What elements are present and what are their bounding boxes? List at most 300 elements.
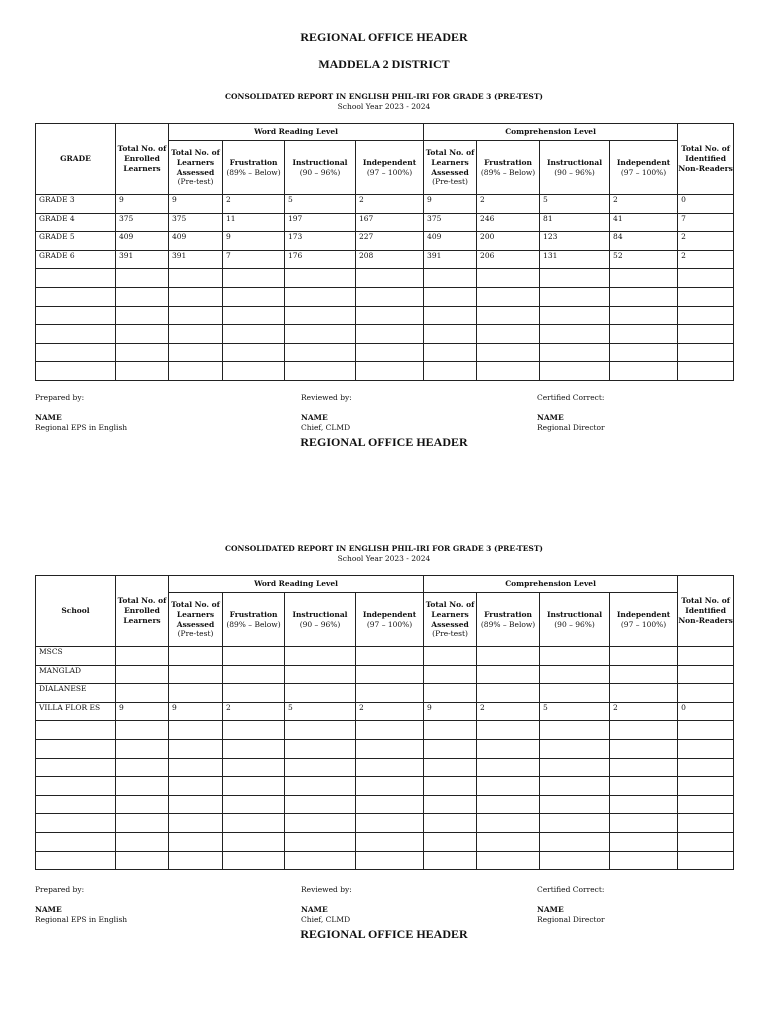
table-cell: 409 — [116, 232, 169, 251]
table-cell — [610, 269, 678, 288]
table-cell — [610, 758, 678, 777]
table-cell — [223, 814, 285, 833]
table-cell: 2 — [477, 195, 540, 214]
col-header-frustration: Frustration (89% – Below) — [477, 141, 540, 195]
col-header-assessed: Total No. of Learners Assessed (Pre-test) — [424, 141, 477, 195]
table-cell: 2 — [223, 702, 285, 721]
table-cell: 5 — [285, 195, 356, 214]
col-header-non-readers: Total No. of Identified Non-Readers — [678, 576, 734, 647]
table-cell — [116, 362, 169, 381]
certified-label: Certified Correct: — [537, 885, 605, 894]
certified-block — [537, 885, 605, 925]
table-cell — [424, 684, 477, 703]
table-cell — [169, 795, 223, 814]
row-label-cell — [36, 739, 116, 758]
table-cell — [678, 269, 734, 288]
table-cell — [477, 269, 540, 288]
col-header-comprehension: Comprehension Level — [424, 124, 678, 141]
table-cell — [610, 343, 678, 362]
table-cell — [169, 647, 223, 666]
office-header: REGIONAL OFFICE HEADER — [300, 30, 468, 44]
table-cell — [424, 343, 477, 362]
table-cell — [477, 721, 540, 740]
table-cell — [169, 684, 223, 703]
table-cell: 208 — [356, 250, 424, 269]
table-cell — [116, 343, 169, 362]
table-row — [36, 758, 734, 777]
report-table-grades — [35, 123, 734, 381]
table-cell: 197 — [285, 213, 356, 232]
table-cell — [285, 814, 356, 833]
table-cell — [610, 684, 678, 703]
row-label-cell: MSCS — [36, 647, 116, 666]
table-row — [36, 702, 734, 721]
table-row — [36, 250, 734, 269]
table-cell: 2 — [610, 195, 678, 214]
reviewed-label: Reviewed by: — [301, 885, 352, 894]
row-label-cell: GRADE 4 — [36, 213, 116, 232]
table-cell: 375 — [116, 213, 169, 232]
row-label-cell: VILLA FLOR ES — [36, 702, 116, 721]
row-label-cell — [36, 306, 116, 325]
table-cell — [678, 758, 734, 777]
table-cell — [424, 851, 477, 870]
table-cell: 227 — [356, 232, 424, 251]
table-cell: 9 — [169, 702, 223, 721]
table-cell — [169, 758, 223, 777]
report-title: CONSOLIDATED REPORT IN ENGLISH PHIL-IRI FOR GRADE 3 (PRE-TEST) — [225, 92, 543, 101]
table-row — [36, 343, 734, 362]
table-cell — [356, 721, 424, 740]
table-cell: 2 — [356, 195, 424, 214]
prepared-by-block — [35, 885, 127, 925]
table-cell — [540, 684, 610, 703]
table-cell: 176 — [285, 250, 356, 269]
table-cell — [424, 665, 477, 684]
school-year: School Year 2023 - 2024 — [337, 554, 431, 563]
table-row — [36, 213, 734, 232]
table-cell — [116, 306, 169, 325]
table-cell — [356, 777, 424, 796]
table-cell — [610, 814, 678, 833]
table-cell — [356, 684, 424, 703]
report-table-schools — [35, 575, 734, 870]
table-cell — [424, 777, 477, 796]
table-cell: 375 — [169, 213, 223, 232]
table-cell — [223, 851, 285, 870]
table-cell — [169, 343, 223, 362]
table-cell: 7 — [223, 250, 285, 269]
table-cell — [424, 362, 477, 381]
table-cell — [116, 684, 169, 703]
prepared-name: NAME — [35, 413, 62, 422]
table-cell — [477, 343, 540, 362]
table-cell — [678, 739, 734, 758]
table-cell: 0 — [678, 195, 734, 214]
table-row — [36, 795, 734, 814]
table-cell: 200 — [477, 232, 540, 251]
table-cell — [169, 306, 223, 325]
table-cell — [223, 777, 285, 796]
table-cell: 173 — [285, 232, 356, 251]
table-cell — [678, 684, 734, 703]
row-label-cell: GRADE 3 — [36, 195, 116, 214]
table-cell: 9 — [424, 195, 477, 214]
table-row — [36, 814, 734, 833]
row-label-cell: DIALANESE — [36, 684, 116, 703]
table-row — [36, 287, 734, 306]
prepared-by-block — [35, 393, 127, 433]
table-cell: 5 — [540, 195, 610, 214]
row-label-cell — [36, 362, 116, 381]
table-cell — [356, 306, 424, 325]
table-cell — [223, 647, 285, 666]
table-cell — [477, 665, 540, 684]
table-cell — [169, 665, 223, 684]
table-cell — [424, 721, 477, 740]
col-header-independent: Independent (97 – 100%) — [356, 141, 424, 195]
certified-title: Regional Director — [537, 915, 605, 924]
row-label-cell — [36, 343, 116, 362]
table-cell — [424, 325, 477, 344]
table-cell: 2 — [610, 702, 678, 721]
table-cell — [540, 325, 610, 344]
table-cell — [223, 795, 285, 814]
table-cell — [678, 721, 734, 740]
table-cell — [678, 343, 734, 362]
col-header-instructional: Instructional (90 – 96%) — [285, 141, 356, 195]
table-cell: 52 — [610, 250, 678, 269]
col-header-instructional: Instructional (90 – 96%) — [285, 593, 356, 647]
table-cell: 41 — [610, 213, 678, 232]
table-cell — [540, 795, 610, 814]
table-cell — [356, 851, 424, 870]
table-cell — [285, 343, 356, 362]
table-cell — [477, 814, 540, 833]
table-cell — [285, 777, 356, 796]
table-cell — [285, 362, 356, 381]
table-cell — [285, 739, 356, 758]
table-cell — [610, 832, 678, 851]
table-row — [36, 269, 734, 288]
table-cell — [678, 362, 734, 381]
table-cell — [477, 287, 540, 306]
table-cell — [356, 665, 424, 684]
table-cell — [424, 287, 477, 306]
table-cell — [610, 647, 678, 666]
table-row — [36, 647, 734, 666]
certified-label: Certified Correct: — [537, 393, 605, 402]
row-label-cell — [36, 832, 116, 851]
table-cell: 9 — [169, 195, 223, 214]
col-header-independent: Independent (97 – 100%) — [610, 141, 678, 195]
table-cell — [356, 325, 424, 344]
table-cell — [285, 269, 356, 288]
table-cell — [169, 739, 223, 758]
col-header-non-readers: Total No. of Identified Non-Readers — [678, 124, 734, 195]
table-row — [36, 362, 734, 381]
row-label-cell — [36, 851, 116, 870]
table-cell: 11 — [223, 213, 285, 232]
table-cell — [169, 287, 223, 306]
table-cell — [169, 362, 223, 381]
table-cell: 9 — [116, 702, 169, 721]
table-cell — [223, 684, 285, 703]
table-cell — [477, 795, 540, 814]
report-title: CONSOLIDATED REPORT IN ENGLISH PHIL-IRI FOR GRADE 3 (PRE-TEST) — [225, 544, 543, 553]
col-header-frustration: Frustration (89% – Below) — [223, 593, 285, 647]
col-header-comprehension: Comprehension Level — [424, 576, 678, 593]
table-cell — [116, 269, 169, 288]
table-cell: 123 — [540, 232, 610, 251]
row-label-cell: GRADE 5 — [36, 232, 116, 251]
table-row — [36, 721, 734, 740]
table-cell — [356, 795, 424, 814]
table-cell — [169, 325, 223, 344]
reviewed-by-block — [301, 885, 352, 925]
col-header-frustration: Frustration (89% – Below) — [477, 593, 540, 647]
col-header-word-reading: Word Reading Level — [169, 124, 424, 141]
table-cell: 391 — [424, 250, 477, 269]
row-label-cell: MANGLAD — [36, 665, 116, 684]
row-label-cell: GRADE 6 — [36, 250, 116, 269]
table-cell: 2 — [678, 232, 734, 251]
table-cell — [678, 325, 734, 344]
table-cell — [356, 269, 424, 288]
table-cell — [540, 777, 610, 796]
table-cell — [116, 721, 169, 740]
reviewed-by-block — [301, 393, 352, 433]
row-label-cell — [36, 758, 116, 777]
table-cell — [424, 647, 477, 666]
table-cell — [356, 814, 424, 833]
prepared-label: Prepared by: — [35, 393, 85, 402]
col-header-instructional: Instructional (90 – 96%) — [540, 593, 610, 647]
table-cell — [540, 343, 610, 362]
reviewed-title: Chief, CLMD — [301, 423, 351, 432]
table-cell: 9 — [116, 195, 169, 214]
table-cell — [223, 721, 285, 740]
table-cell: 391 — [169, 250, 223, 269]
table-cell — [477, 306, 540, 325]
table-cell — [678, 306, 734, 325]
table-row — [36, 665, 734, 684]
table-cell — [477, 851, 540, 870]
col-header-instructional: Instructional (90 – 96%) — [540, 141, 610, 195]
table-cell — [540, 306, 610, 325]
table-cell — [678, 287, 734, 306]
col-header-first: School — [36, 576, 116, 647]
prepared-name: NAME — [35, 905, 62, 914]
table-cell — [116, 814, 169, 833]
table-cell — [540, 814, 610, 833]
certified-title: Regional Director — [537, 423, 605, 432]
table-cell — [424, 832, 477, 851]
prepared-title: Regional EPS in English — [35, 915, 128, 924]
row-label-cell — [36, 814, 116, 833]
table-cell — [169, 851, 223, 870]
table-row — [36, 851, 734, 870]
table-cell: 409 — [169, 232, 223, 251]
table-cell — [477, 777, 540, 796]
table-cell — [540, 721, 610, 740]
table-cell — [424, 306, 477, 325]
table-cell — [678, 851, 734, 870]
table-cell: 409 — [424, 232, 477, 251]
table-cell — [285, 647, 356, 666]
table-cell: 5 — [285, 702, 356, 721]
col-header-enrolled: Total No. of Enrolled Learners — [116, 124, 169, 195]
table-cell — [678, 777, 734, 796]
table-cell — [116, 851, 169, 870]
table-cell — [356, 287, 424, 306]
table-cell — [540, 647, 610, 666]
table-cell — [678, 665, 734, 684]
table-cell — [285, 832, 356, 851]
table-cell — [424, 814, 477, 833]
table-cell — [540, 758, 610, 777]
table-cell — [116, 325, 169, 344]
table-cell — [540, 362, 610, 381]
table-cell — [169, 777, 223, 796]
table-cell — [477, 362, 540, 381]
table-cell — [356, 647, 424, 666]
prepared-label: Prepared by: — [35, 885, 85, 894]
table-cell: 7 — [678, 213, 734, 232]
table-cell: 9 — [223, 232, 285, 251]
table-cell: 2 — [477, 702, 540, 721]
table-cell — [610, 325, 678, 344]
table-cell — [477, 832, 540, 851]
footer-office-header: REGIONAL OFFICE HEADER — [300, 435, 468, 449]
table-cell — [223, 343, 285, 362]
table-cell — [477, 325, 540, 344]
table-cell: 81 — [540, 213, 610, 232]
table-cell — [116, 777, 169, 796]
reviewed-title: Chief, CLMD — [301, 915, 351, 924]
table-cell — [116, 647, 169, 666]
col-header-independent: Independent (97 – 100%) — [610, 593, 678, 647]
table-cell — [356, 758, 424, 777]
table-cell — [610, 721, 678, 740]
table-cell: 84 — [610, 232, 678, 251]
table-cell: 2 — [356, 702, 424, 721]
certified-name: NAME — [537, 905, 564, 914]
table-cell: 375 — [424, 213, 477, 232]
table-cell — [285, 306, 356, 325]
table-cell — [610, 362, 678, 381]
table-cell — [678, 832, 734, 851]
table-cell — [116, 287, 169, 306]
table-cell — [610, 665, 678, 684]
table-cell — [116, 739, 169, 758]
row-label-cell — [36, 269, 116, 288]
table-cell — [540, 287, 610, 306]
table-cell: 0 — [678, 702, 734, 721]
table-row — [36, 306, 734, 325]
col-header-enrolled: Total No. of Enrolled Learners — [116, 576, 169, 647]
table-cell — [116, 832, 169, 851]
table-cell — [610, 851, 678, 870]
table-cell — [540, 665, 610, 684]
table-row — [36, 777, 734, 796]
col-header-word-reading: Word Reading Level — [169, 576, 424, 593]
table-cell — [610, 777, 678, 796]
table-cell — [424, 269, 477, 288]
table-cell — [116, 758, 169, 777]
table-row — [36, 832, 734, 851]
row-label-cell — [36, 287, 116, 306]
table-cell — [285, 721, 356, 740]
table-cell — [356, 832, 424, 851]
table-cell — [285, 851, 356, 870]
table-cell — [610, 306, 678, 325]
district-title: MADDELA 2 DISTRICT — [318, 57, 450, 71]
col-header-independent: Independent (97 – 100%) — [356, 593, 424, 647]
footer-office-header: REGIONAL OFFICE HEADER — [300, 927, 468, 941]
table-cell — [285, 684, 356, 703]
table-cell — [477, 684, 540, 703]
row-label-cell — [36, 795, 116, 814]
table-cell — [285, 287, 356, 306]
table-cell — [678, 814, 734, 833]
table-cell — [285, 665, 356, 684]
table-cell — [356, 362, 424, 381]
table-cell — [223, 269, 285, 288]
table-cell: 2 — [223, 195, 285, 214]
reviewed-name: NAME — [301, 413, 328, 422]
table-cell — [169, 269, 223, 288]
table-cell — [610, 739, 678, 758]
table-cell — [285, 758, 356, 777]
table-cell — [223, 325, 285, 344]
table-cell: 131 — [540, 250, 610, 269]
table-cell: 167 — [356, 213, 424, 232]
certified-name: NAME — [537, 413, 564, 422]
row-label-cell — [36, 777, 116, 796]
table-cell — [223, 362, 285, 381]
table-cell: 391 — [116, 250, 169, 269]
col-header-assessed: Total No. of Learners Assessed (Pre-test) — [424, 593, 477, 647]
table-cell — [477, 758, 540, 777]
table-cell — [169, 832, 223, 851]
certified-block — [537, 393, 605, 433]
table-cell — [678, 795, 734, 814]
table-cell — [223, 832, 285, 851]
table-cell — [356, 343, 424, 362]
table-cell — [540, 851, 610, 870]
prepared-title: Regional EPS in English — [35, 423, 128, 432]
reviewed-name: NAME — [301, 905, 328, 914]
table-cell — [116, 795, 169, 814]
school-year: School Year 2023 - 2024 — [337, 102, 431, 111]
table-cell — [285, 795, 356, 814]
table-row — [36, 739, 734, 758]
col-header-assessed: Total No. of Learners Assessed (Pre-test) — [169, 593, 223, 647]
table-cell — [285, 325, 356, 344]
table-cell — [477, 647, 540, 666]
table-cell — [116, 665, 169, 684]
table-cell — [223, 665, 285, 684]
table-cell — [540, 739, 610, 758]
table-cell — [678, 647, 734, 666]
table-cell — [424, 795, 477, 814]
table-cell — [169, 814, 223, 833]
table-cell: 2 — [678, 250, 734, 269]
table-row — [36, 684, 734, 703]
table-cell — [477, 739, 540, 758]
table-cell: 5 — [540, 702, 610, 721]
